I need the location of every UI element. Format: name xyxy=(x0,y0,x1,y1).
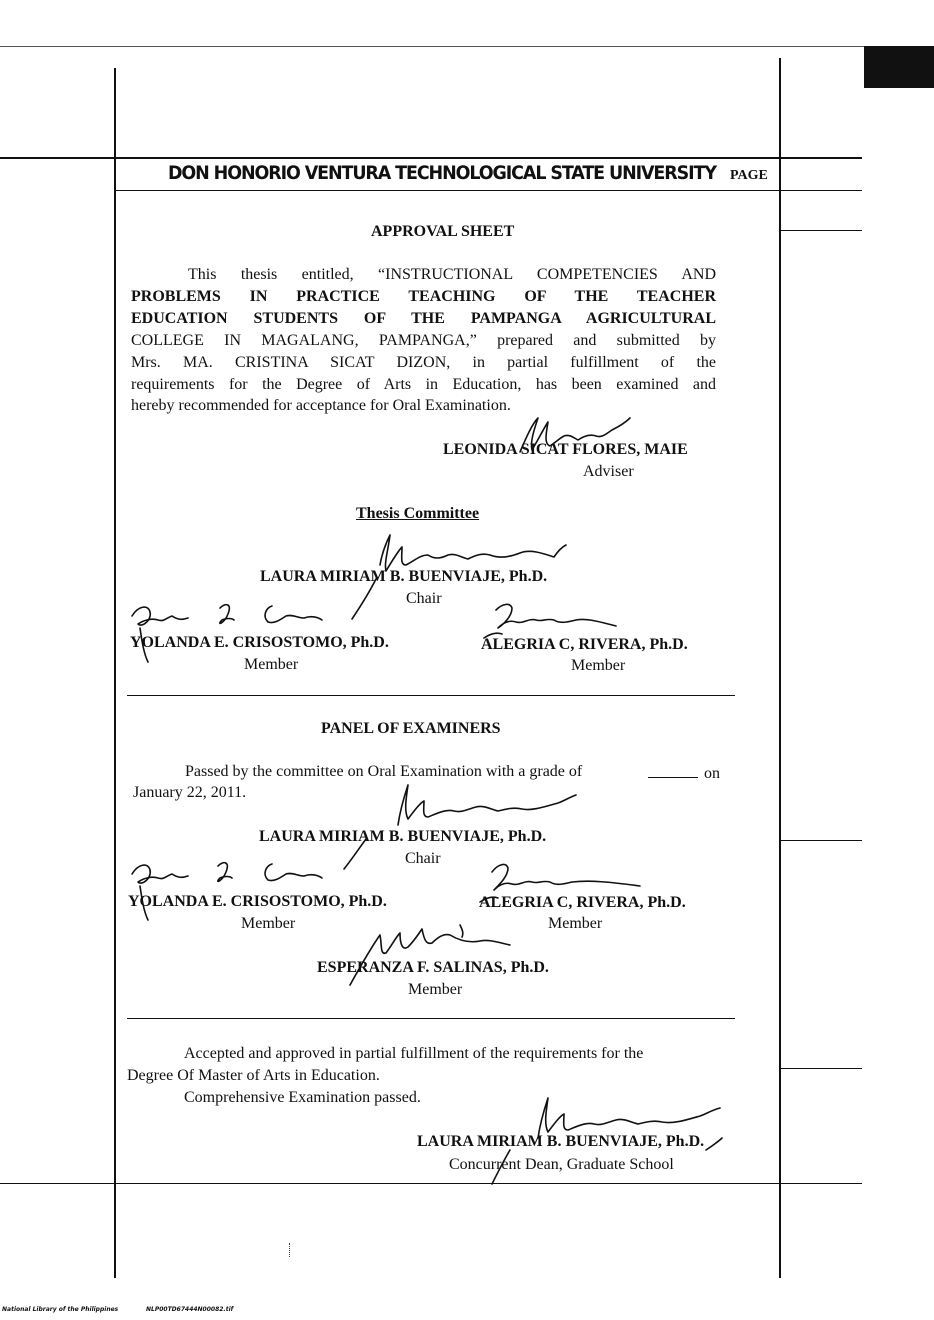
panel-chair-name: LAURA MIRIAM B. BUENVIAJE, Ph.D. xyxy=(259,828,547,845)
committee-chair-role: Chair xyxy=(406,590,442,607)
left-margin-line xyxy=(114,68,116,1278)
header-bottom-rule xyxy=(114,190,862,191)
panel-title: PANEL OF EXAMINERS xyxy=(321,720,501,737)
dark-corner-block xyxy=(864,46,934,88)
lower-rule xyxy=(0,1183,862,1184)
body-line-4: COLLEGE IN MAGALANG, PAMPANGA,” prepared and submitted by xyxy=(131,332,716,349)
scan-speck xyxy=(289,1243,292,1257)
header-rule xyxy=(0,157,862,159)
section-divider-1 xyxy=(127,695,735,696)
adviser-name: LEONIDA SICAT FLORES, MAIE xyxy=(443,441,688,458)
right-tick-1 xyxy=(779,230,862,231)
body-line-1: This thesis entitled, “INSTRUCTIONAL COMPETENCIES AND xyxy=(188,266,716,283)
footer-library-name: National Library of the Philippines xyxy=(2,1306,119,1313)
acceptance-line-2: Degree Of Master of Arts in Education. xyxy=(127,1067,380,1084)
committee-title: Thesis Committee xyxy=(356,505,480,522)
dean-role: Concurrent Dean, Graduate School xyxy=(449,1156,674,1173)
acceptance-line-1: Accepted and approved in partial fulfillment of the requirements for the xyxy=(184,1045,644,1062)
panel-member1-role: Member xyxy=(241,915,296,932)
panel-chair-role: Chair xyxy=(405,850,441,867)
body-line-3: EDUCATION STUDENTS OF THE PAMPANGA AGRICULTURAL xyxy=(131,310,716,327)
panel-chair-signature xyxy=(330,775,590,875)
panel-member3-signature xyxy=(330,915,550,990)
panel-line-1-start: Passed by the committee on Oral Examination with a grade of xyxy=(185,763,583,780)
grade-blank xyxy=(648,777,698,778)
acceptance-line-3: Comprehensive Examination passed. xyxy=(184,1089,421,1106)
top-border-line xyxy=(0,46,934,47)
right-margin-line xyxy=(779,58,781,1278)
panel-member1-signature xyxy=(122,856,342,926)
panel-member2-name: ALEGRIA C, RIVERA, Ph.D. xyxy=(479,894,686,911)
footer-file-id: NLP00TD67444N00082.tif xyxy=(146,1306,234,1313)
body-line-6: requirements for the Degree of Arts in Education, has been examined and xyxy=(131,376,716,393)
panel-member2-role: Member xyxy=(548,915,603,932)
panel-member3-name: ESPERANZA F. SALINAS, Ph.D. xyxy=(317,959,549,976)
approval-title: APPROVAL SHEET xyxy=(371,223,515,240)
committee-member2-role: Member xyxy=(571,657,626,674)
panel-member1-name: YOLANDA E. CRISOSTOMO, Ph.D. xyxy=(128,893,387,910)
right-tick-2 xyxy=(779,840,862,841)
committee-chair-name: LAURA MIRIAM B. BUENVIAJE, Ph.D. xyxy=(260,568,548,585)
body-line-7: hereby recommended for acceptance for Oral Examination. xyxy=(131,397,511,414)
section-divider-2 xyxy=(127,1018,735,1019)
right-tick-3 xyxy=(779,1068,862,1069)
dean-name: LAURA MIRIAM B. BUENVIAJE, Ph.D. xyxy=(417,1133,705,1150)
panel-line-1-end: on xyxy=(704,765,720,782)
university-name: DON HONORIO VENTURA TECHNOLOGICAL STATE UNIVERSITY xyxy=(168,162,716,184)
committee-member1-role: Member xyxy=(244,656,299,673)
body-line-2: PROBLEMS IN PRACTICE TEACHING OF THE TEACHER xyxy=(131,288,716,305)
committee-member1-name: YOLANDA E. CRISOSTOMO, Ph.D. xyxy=(130,634,389,651)
adviser-role: Adviser xyxy=(583,463,634,480)
body-line-5: Mrs. MA. CRISTINA SICAT DIZON, in partial fulfillment of the xyxy=(131,354,716,371)
committee-member2-name: ALEGRIA C, RIVERA, Ph.D. xyxy=(481,636,688,653)
panel-member3-role: Member xyxy=(408,981,463,998)
panel-date: January 22, 2011. xyxy=(133,784,247,801)
page-label: PAGE xyxy=(730,168,768,183)
